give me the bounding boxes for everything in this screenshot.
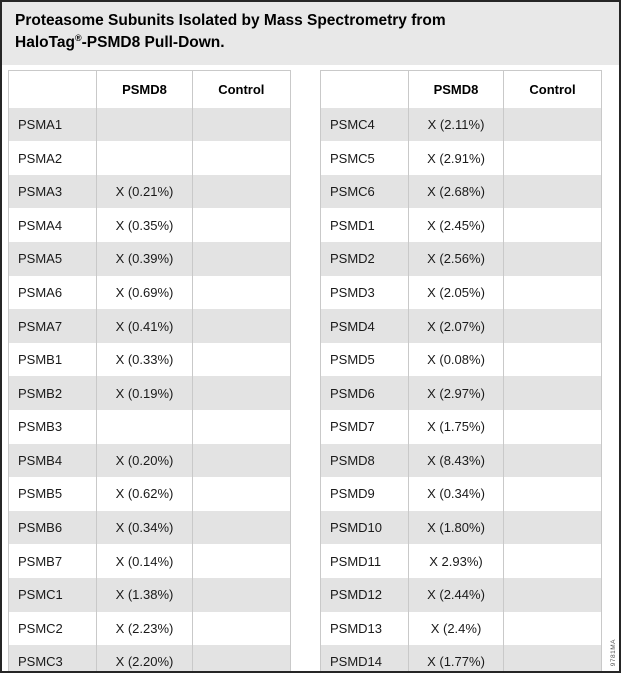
halotag-text: HaloTag — [15, 34, 75, 52]
subunit-name-cell: PSMC2 — [9, 612, 97, 646]
subunit-name-cell: PSMB6 — [9, 511, 97, 545]
psmd8-value-cell: X (2.91%) — [409, 141, 504, 175]
subunit-name-cell: PSMC5 — [321, 141, 409, 175]
psmd8-value-cell: X (1.75%) — [409, 410, 504, 444]
psmd8-value-cell: X (2.4%) — [409, 612, 504, 646]
control-value-cell — [192, 444, 290, 478]
subunit-name-cell: PSMB7 — [9, 544, 97, 578]
control-value-cell — [192, 376, 290, 410]
psmd8-value-cell: X (2.44%) — [409, 578, 504, 612]
subunit-name-cell: PSMD10 — [321, 511, 409, 545]
figure-title — [2, 2, 619, 65]
subunit-name-cell: PSMA7 — [9, 309, 97, 343]
psmd8-value-cell: X (2.23%) — [97, 612, 192, 646]
control-value-cell — [192, 108, 290, 142]
control-value-cell — [504, 242, 602, 276]
table-row — [321, 141, 602, 175]
subunit-name-cell: PSMB3 — [9, 410, 97, 444]
control-value-cell — [504, 645, 602, 673]
control-value-cell — [504, 612, 602, 646]
table-row — [321, 578, 602, 612]
subunit-column-header — [9, 71, 97, 108]
subunit-name-cell: PSMD4 — [321, 309, 409, 343]
control-value-cell — [504, 511, 602, 545]
control-value-cell — [504, 477, 602, 511]
table-row — [9, 276, 291, 310]
figure-title-line-1: Proteasome Subunits Isolated by Mass Spectrometry from — [15, 12, 446, 29]
subunit-name-cell: PSMB2 — [9, 376, 97, 410]
subunit-name-cell: PSMD14 — [321, 645, 409, 673]
table-row — [321, 175, 602, 209]
psmd8-value-cell — [97, 108, 192, 142]
table-row — [9, 108, 291, 142]
subunit-table-left — [8, 70, 291, 673]
subunit-table-right — [320, 70, 602, 673]
subunit-name-cell: PSMA1 — [9, 108, 97, 142]
psmd8-value-cell: X (0.35%) — [97, 208, 192, 242]
table-gap-spacer — [291, 70, 320, 673]
table-row — [9, 141, 291, 175]
table-row — [9, 376, 291, 410]
control-value-cell — [504, 208, 602, 242]
subunit-name-cell: PSMD5 — [321, 343, 409, 377]
table-row — [321, 477, 602, 511]
psmd8-value-cell: X (1.38%) — [97, 578, 192, 612]
subunit-name-cell: PSMA5 — [9, 242, 97, 276]
control-value-cell — [192, 511, 290, 545]
control-value-cell — [504, 444, 602, 478]
table-row — [9, 578, 291, 612]
subunit-name-cell: PSMA6 — [9, 276, 97, 310]
psmd8-column-header: PSMD8 — [97, 71, 192, 108]
psmd8-value-cell: X (2.05%) — [409, 276, 504, 310]
psmd8-value-cell: X (1.80%) — [409, 511, 504, 545]
control-value-cell — [504, 410, 602, 444]
psmd8-value-cell: X (0.69%) — [97, 276, 192, 310]
subunit-name-cell: PSMA3 — [9, 175, 97, 209]
control-value-cell — [192, 208, 290, 242]
control-value-cell — [192, 141, 290, 175]
psmd8-value-cell: X (0.41%) — [97, 309, 192, 343]
subunit-name-cell: PSMD12 — [321, 578, 409, 612]
psmd8-value-cell: X (0.21%) — [97, 175, 192, 209]
subunit-name-cell: PSMB1 — [9, 343, 97, 377]
table-row — [321, 511, 602, 545]
table-row — [321, 343, 602, 377]
control-value-cell — [192, 612, 290, 646]
control-value-cell — [504, 309, 602, 343]
subunit-name-cell: PSMC3 — [9, 645, 97, 673]
psmd8-value-cell: X (0.34%) — [409, 477, 504, 511]
table-row — [9, 444, 291, 478]
subunit-name-cell: PSMD3 — [321, 276, 409, 310]
control-value-cell — [192, 645, 290, 673]
table-row — [9, 343, 291, 377]
tables-area — [8, 70, 619, 673]
control-value-cell — [504, 343, 602, 377]
table-row — [321, 376, 602, 410]
psmd8-value-cell: X (0.08%) — [409, 343, 504, 377]
figure-title-line-2 — [15, 32, 606, 54]
table-row — [321, 309, 602, 343]
psmd8-value-cell: X (2.11%) — [409, 108, 504, 142]
table-row — [321, 108, 602, 142]
table-row — [9, 477, 291, 511]
control-value-cell — [192, 578, 290, 612]
psmd8-column-header: PSMD8 — [409, 71, 504, 108]
subunit-name-cell: PSMD11 — [321, 544, 409, 578]
subunit-name-cell: PSMA2 — [9, 141, 97, 175]
control-column-header: Control — [504, 71, 602, 108]
subunit-name-cell: PSMC6 — [321, 175, 409, 209]
psmd8-value-cell: X (0.19%) — [97, 376, 192, 410]
table-row — [9, 612, 291, 646]
control-value-cell — [504, 544, 602, 578]
control-value-cell — [504, 276, 602, 310]
psmd8-value-cell: X (2.97%) — [409, 376, 504, 410]
psmd8-value-cell: X (0.62%) — [97, 477, 192, 511]
control-column-header: Control — [192, 71, 290, 108]
table-row — [9, 208, 291, 242]
table-row — [321, 276, 602, 310]
control-value-cell — [192, 276, 290, 310]
psmd8-value-cell: X (0.34%) — [97, 511, 192, 545]
table-row — [321, 544, 602, 578]
control-value-cell — [192, 309, 290, 343]
table-row — [321, 645, 602, 673]
pulldown-text: -PSMD8 Pull-Down. — [81, 34, 225, 52]
header-row — [321, 71, 602, 108]
figure-id-watermark: 9781MA — [610, 638, 617, 666]
table-row — [9, 242, 291, 276]
table-row — [9, 511, 291, 545]
psmd8-value-cell: X (2.07%) — [409, 309, 504, 343]
psmd8-value-cell: X (0.33%) — [97, 343, 192, 377]
subunit-name-cell: PSMD7 — [321, 410, 409, 444]
subunit-name-cell: PSMD8 — [321, 444, 409, 478]
subunit-name-cell: PSMD6 — [321, 376, 409, 410]
psmd8-value-cell: X (2.68%) — [409, 175, 504, 209]
subunit-name-cell: PSMB5 — [9, 477, 97, 511]
psmd8-value-cell — [97, 141, 192, 175]
subunit-name-cell: PSMD1 — [321, 208, 409, 242]
control-value-cell — [504, 141, 602, 175]
table-row — [9, 309, 291, 343]
subunit-name-cell: PSMD9 — [321, 477, 409, 511]
subunit-name-cell: PSMD13 — [321, 612, 409, 646]
table-row — [9, 175, 291, 209]
subunit-name-cell: PSMC1 — [9, 578, 97, 612]
registered-trademark-symbol: ® — [75, 33, 82, 43]
psmd8-value-cell: X (0.39%) — [97, 242, 192, 276]
table-row — [9, 645, 291, 673]
psmd8-value-cell: X (0.20%) — [97, 444, 192, 478]
control-value-cell — [504, 376, 602, 410]
control-value-cell — [192, 544, 290, 578]
subunit-name-cell: PSMD2 — [321, 242, 409, 276]
subunit-name-cell: PSMB4 — [9, 444, 97, 478]
psmd8-value-cell: X (2.45%) — [409, 208, 504, 242]
table-row — [321, 612, 602, 646]
psmd8-value-cell: X (8.43%) — [409, 444, 504, 478]
control-value-cell — [504, 108, 602, 142]
psmd8-value-cell: X (2.20%) — [97, 645, 192, 673]
psmd8-value-cell: X (0.14%) — [97, 544, 192, 578]
control-value-cell — [504, 578, 602, 612]
control-value-cell — [192, 477, 290, 511]
table-row — [321, 208, 602, 242]
control-value-cell — [192, 175, 290, 209]
psmd8-value-cell: X (1.77%) — [409, 645, 504, 673]
table-row — [9, 544, 291, 578]
header-row — [9, 71, 291, 108]
table-row — [321, 242, 602, 276]
table-row — [9, 410, 291, 444]
subunit-column-header — [321, 71, 409, 108]
control-value-cell — [504, 175, 602, 209]
psmd8-value-cell — [97, 410, 192, 444]
subunit-name-cell: PSMA4 — [9, 208, 97, 242]
table-row — [321, 444, 602, 478]
control-value-cell — [192, 343, 290, 377]
control-value-cell — [192, 242, 290, 276]
psmd8-value-cell: X (2.56%) — [409, 242, 504, 276]
psmd8-value-cell: X 2.93%) — [409, 544, 504, 578]
control-value-cell — [192, 410, 290, 444]
subunit-name-cell: PSMC4 — [321, 108, 409, 142]
table-row — [321, 410, 602, 444]
